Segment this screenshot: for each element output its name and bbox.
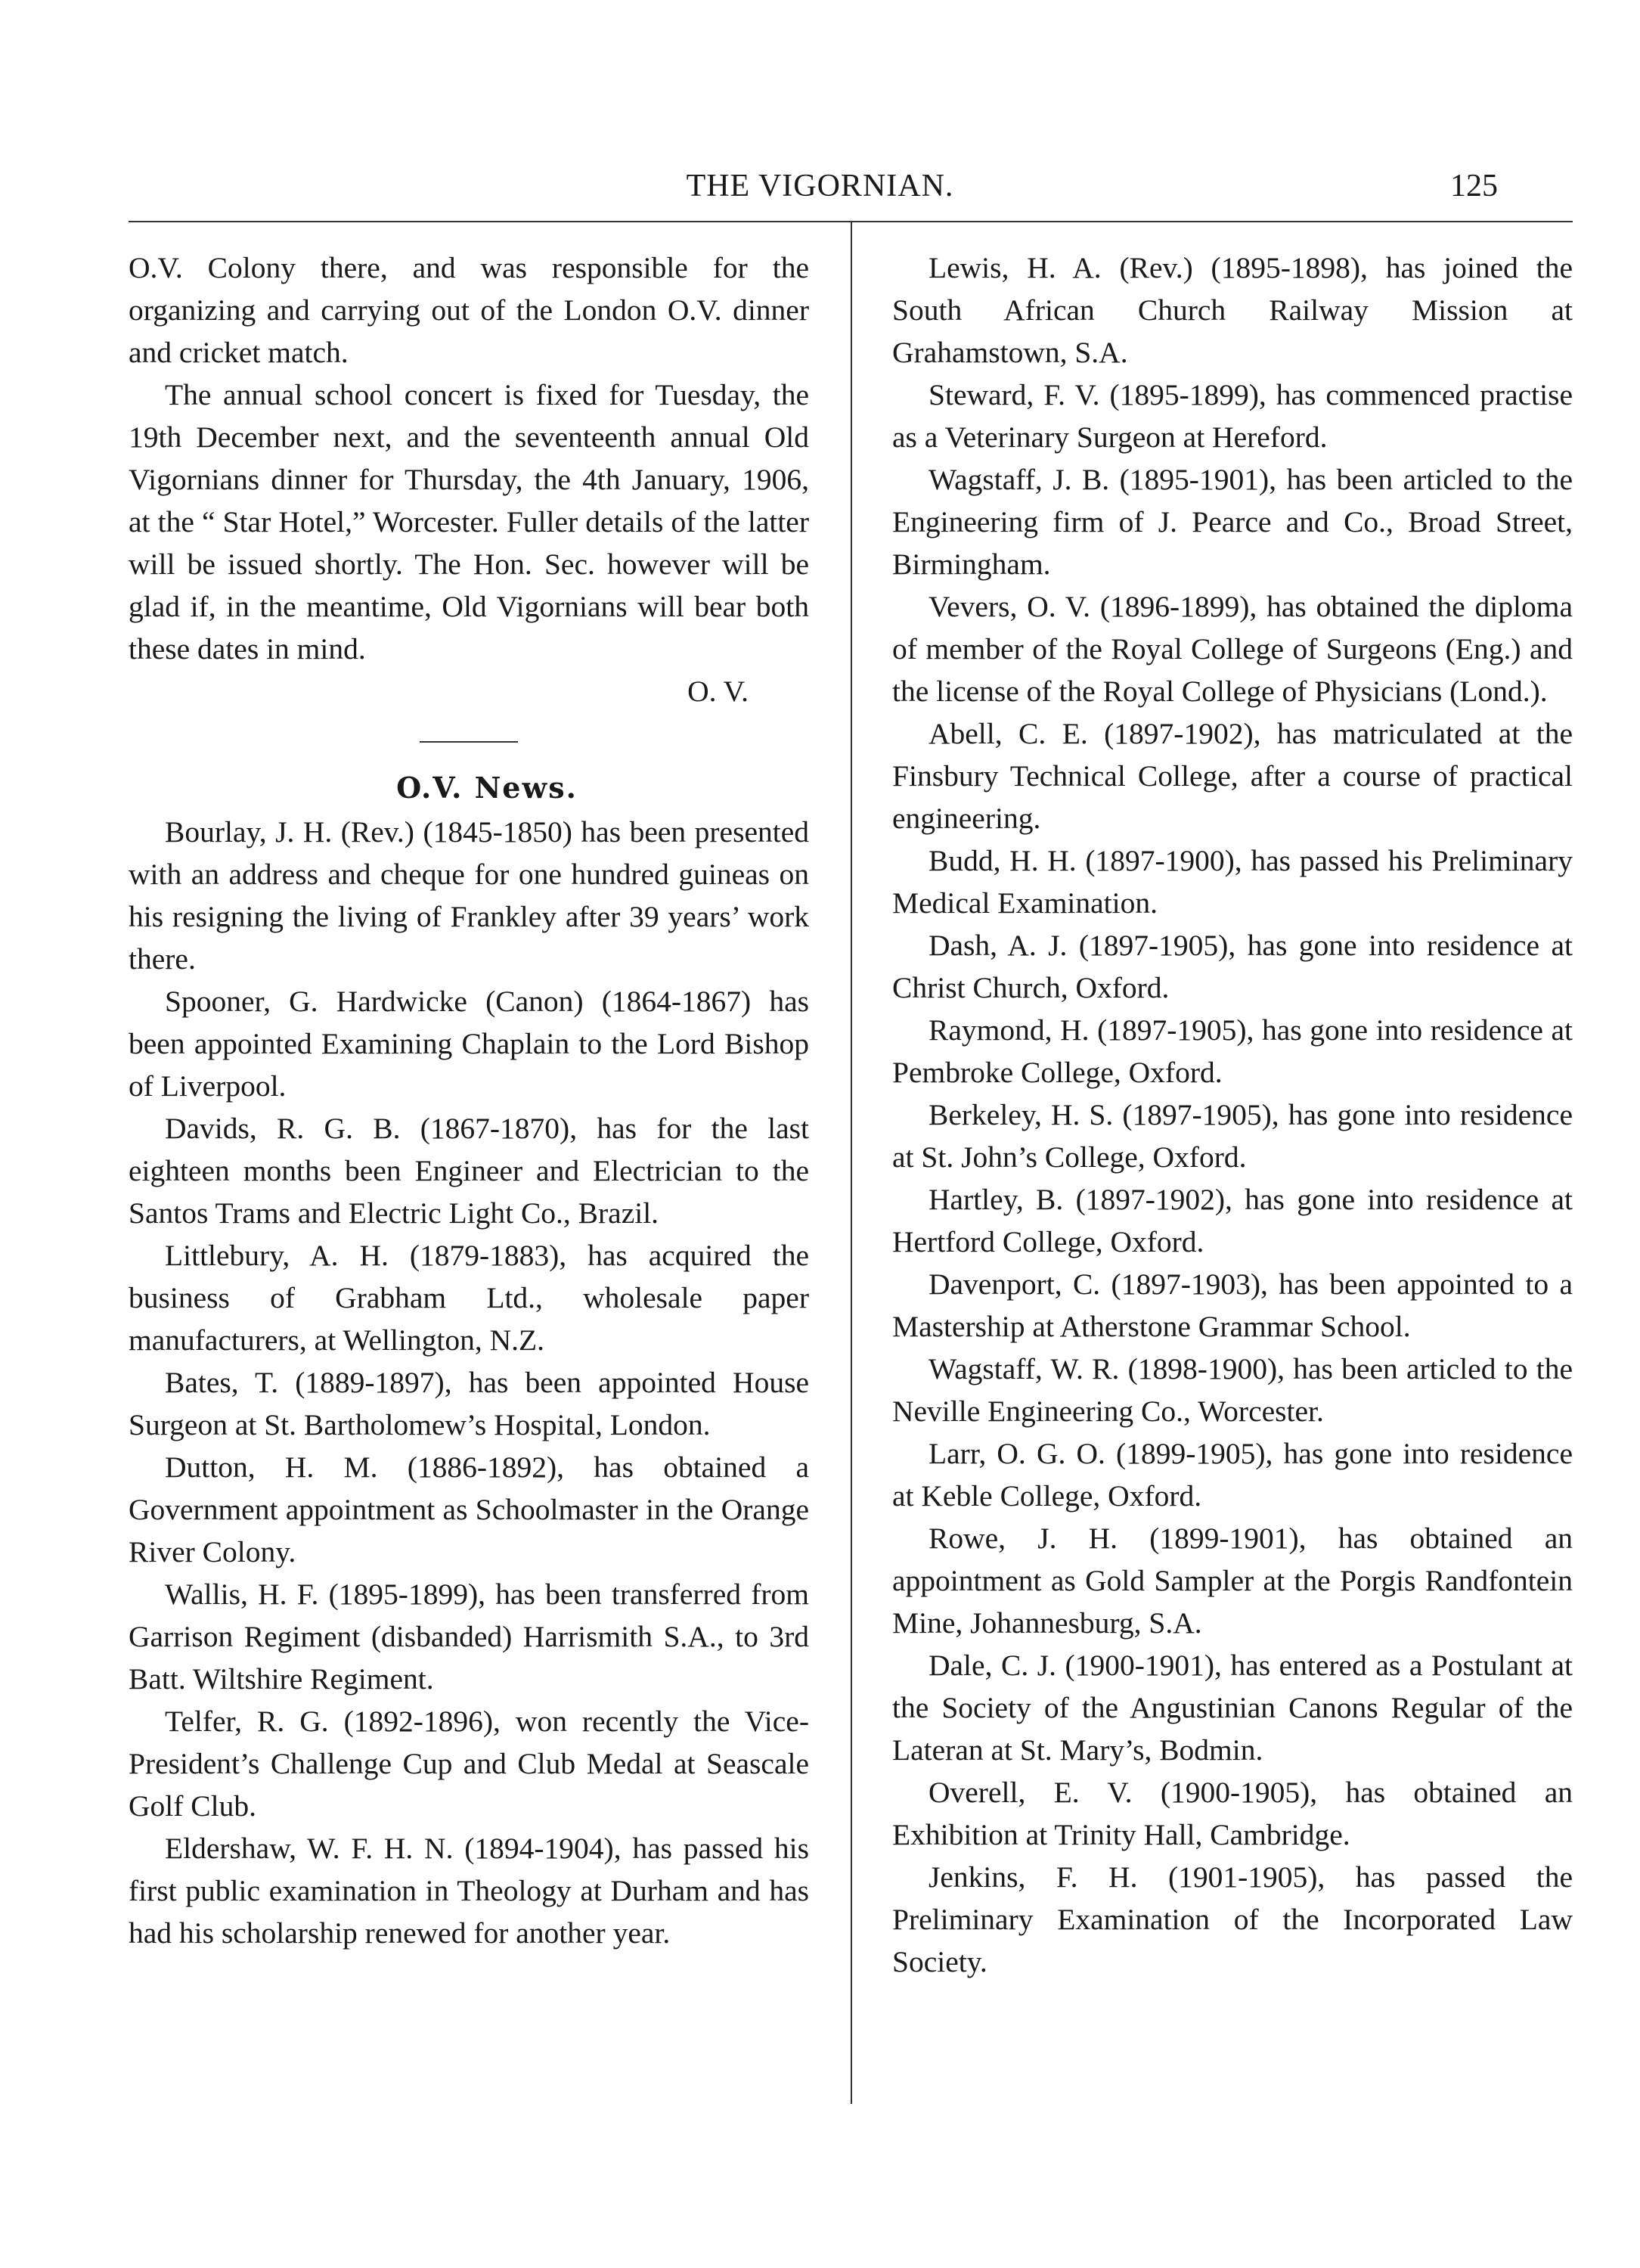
news-entry: Budd, H. H. (1897-1900), has passed his Preliminary Medical Examination. bbox=[892, 844, 1573, 920]
news-entry: Rowe, J. H. (1899-1901), has obtained an appointment as Gold Sampler at the Porgis Randfontein Mine, Johannesburg, S.A. bbox=[892, 1522, 1573, 1640]
news-entry: Dutton, H. M. (1886-1892), has obtained a Government appointment as Schoolmaster in the Orange River Colony. bbox=[129, 1450, 809, 1568]
news-entry: Davenport, C. (1897-1903), has been appointed to a Mastership at Atherstone Grammar School. bbox=[892, 1267, 1573, 1343]
concert-notice-paragraph: The annual school concert is fixed for Tuesday, the 19th December next, and the seventeenth annual Old Vigornians dinner for Thursday, the 4th January, 1906, at the “ Star Hotel,” Worcester. Fuller details of the latter will be issued shortly. The Hon. Sec. however will be glad if, in the meantime, Old Vigornians will bear both these dates in mind. bbox=[129, 378, 809, 666]
page-number: 125 bbox=[1450, 169, 1498, 203]
journal-title: THE VIGORNIAN. bbox=[686, 169, 954, 203]
continued-paragraph: O.V. Colony there, and was responsible for the organizing and carrying out of the London O.V. dinner and cricket match. bbox=[129, 251, 809, 369]
news-entry: Telfer, R. G. (1892-1896), won recently the Vice-President’s Challenge Cup and Club Medal at Seascale Golf Club. bbox=[129, 1705, 809, 1823]
news-entry: Spooner, G. Hardwicke (Canon) (1864-1867) has been appointed Examining Chaplain to the Lord Bishop of Liverpool. bbox=[129, 985, 809, 1103]
news-entries-left bbox=[129, 811, 809, 1954]
news-entry: Wallis, H. F. (1895-1899), has been transferred from Garrison Regiment (disbanded) Harrismith S.A., to 3rd Batt. Wiltshire Regiment. bbox=[129, 1578, 809, 1696]
news-entry: Wagstaff, W. R. (1898-1900), has been articled to the Neville Engineering Co., Worcester. bbox=[892, 1352, 1573, 1428]
news-entry: Raymond, H. (1897-1905), has gone into residence at Pembroke College, Oxford. bbox=[892, 1013, 1573, 1089]
news-entry: Larr, O. G. O. (1899-1905), has gone into residence at Keble College, Oxford. bbox=[892, 1437, 1573, 1513]
news-entry: Jenkins, F. H. (1901-1905), has passed the Preliminary Examination of the Incorporated Law Society. bbox=[892, 1860, 1573, 1978]
news-entry: Overell, E. V. (1900-1905), has obtained an Exhibition at Trinity Hall, Cambridge. bbox=[892, 1776, 1573, 1851]
news-entry: Vevers, O. V. (1896-1899), has obtained the diploma of member of the Royal College of Surgeons (Eng.) and the license of the Royal College of Physicians (Lond.). bbox=[892, 590, 1573, 708]
signature: O. V. bbox=[687, 675, 749, 708]
news-entry: Abell, C. E. (1897-1902), has matriculated at the Finsbury Technical College, after a course of practical engineering. bbox=[892, 717, 1573, 835]
news-entry: Wagstaff, J. B. (1895-1901), has been articled to the Engineering firm of J. Pearce and Co., Broad Street, Birmingham. bbox=[892, 463, 1573, 581]
news-entry: Dash, A. J. (1897-1905), has gone into residence at Christ Church, Oxford. bbox=[892, 929, 1573, 1004]
news-entries-right bbox=[892, 247, 1573, 1983]
right-column bbox=[892, 247, 1573, 1983]
column-divider bbox=[851, 221, 852, 2104]
news-entry: Dale, C. J. (1900-1901), has entered as a Postulant at the Society of the Angustinian Canons Regular of the Lateran at St. Mary’s, Bodmin. bbox=[892, 1649, 1573, 1767]
news-entry: Lewis, H. A. (Rev.) (1895-1898), has joined the South African Church Railway Mission at Grahamstown, S.A. bbox=[892, 251, 1573, 369]
news-entry: Eldershaw, W. F. H. N. (1894-1904), has passed his first public examination in Theology at Durham and has had his scholarship renewed for another year. bbox=[129, 1832, 809, 1950]
section-heading: O.V. News. bbox=[396, 771, 578, 805]
news-entry: Steward, F. V. (1895-1899), has commenced practise as a Veterinary Surgeon at Hereford. bbox=[892, 378, 1573, 454]
news-entry: Berkeley, H. S. (1897-1905), has gone into residence at St. John’s College, Oxford. bbox=[892, 1098, 1573, 1174]
news-entry: Bourlay, J. H. (Rev.) (1845-1850) has been presented with an address and cheque for one hundred guineas on his resigning the living of Frankley after 39 years’ work there. bbox=[129, 815, 809, 976]
section-divider bbox=[420, 741, 518, 743]
news-entry: Hartley, B. (1897-1902), has gone into residence at Hertford College, Oxford. bbox=[892, 1183, 1573, 1258]
news-entry: Davids, R. G. B. (1867-1870), has for the last eighteen months been Engineer and Electrician to the Santos Trams and Electric Light Co., Brazil. bbox=[129, 1112, 809, 1230]
news-entry: Bates, T. (1889-1897), has been appointed House Surgeon at St. Bartholomew’s Hospital, London. bbox=[129, 1366, 809, 1441]
left-column bbox=[129, 247, 809, 1954]
news-entry: Littlebury, A. H. (1879-1883), has acquired the business of Grabham Ltd., wholesale paper manufacturers, at Wellington, N.Z. bbox=[129, 1239, 809, 1357]
